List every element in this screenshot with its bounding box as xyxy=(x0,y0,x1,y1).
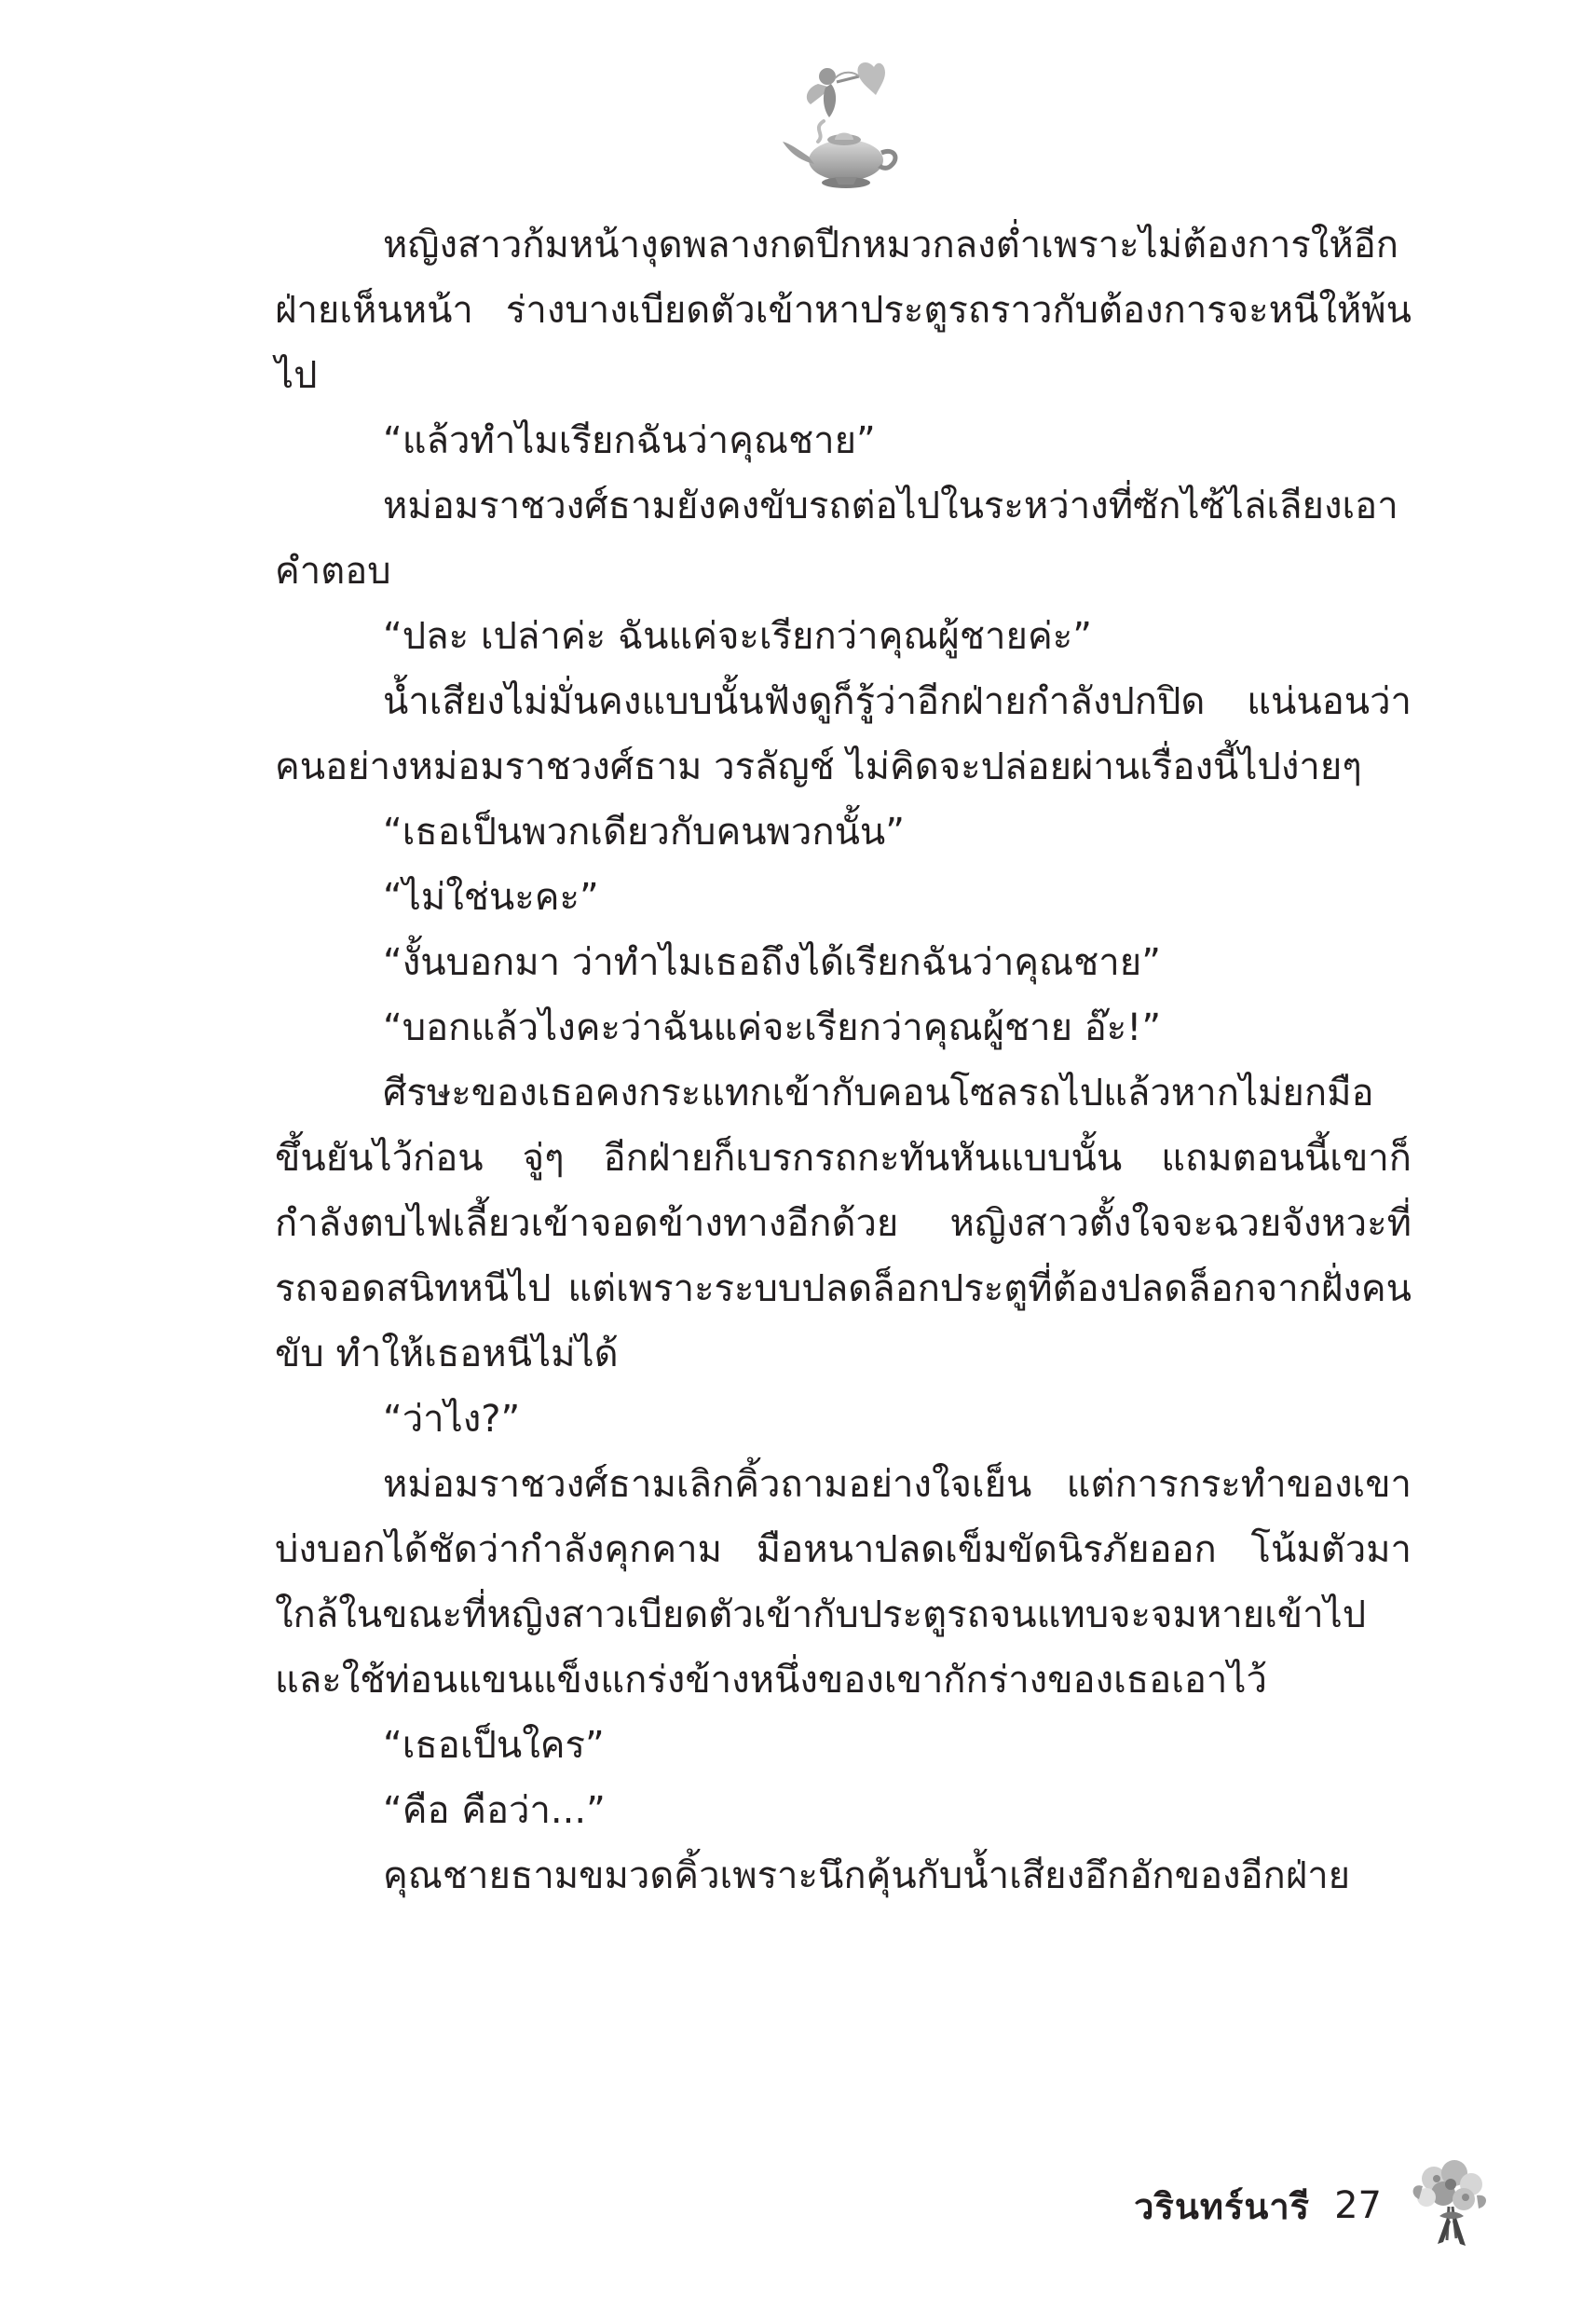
paragraph: “เธอเป็นใคร” xyxy=(383,1724,605,1767)
paragraph: “แล้วทำไมเรียกฉันว่าคุณชาย” xyxy=(383,419,876,462)
chapter-body-text xyxy=(275,212,1412,1908)
paragraph: “เธอเป็นพวกเดียวกับคนพวกนั้น” xyxy=(383,811,905,854)
book-title: วรินทร์นารี xyxy=(1134,2185,1311,2227)
paragraph: “ไม่ใช่นะคะ” xyxy=(383,876,599,919)
genie-lamp-with-cupid-icon xyxy=(770,56,909,196)
paragraph: หม่อมราชวงศ์ธามยังคงขับรถต่อไปในระหว่างที่ซักไซ้ไล่เลียงเอาคำตอบ xyxy=(275,485,1398,593)
paragraph: หญิงสาวก้มหน้างุดพลางกดปีกหมวกลงต่ำเพราะไม่ต้องการให้อีกฝ่ายเห็นหน้า ร่างบางเบียดตัวเข้าหาประตูรถราวกับต้องการจะหนีให้พ้นไป xyxy=(275,224,1412,397)
paragraph: “งั้นบอกมา ว่าทำไมเธอถึงได้เรียกฉันว่าคุณชาย” xyxy=(383,941,1161,984)
flower-bouquet-icon xyxy=(1406,2154,1492,2257)
paragraph: “บอกแล้วไงคะว่าฉันแค่จะเรียกว่าคุณผู้ชาย อ๊ะ!” xyxy=(383,1006,1162,1049)
paragraph: “ว่าไง?” xyxy=(383,1398,521,1441)
paragraph: น้ำเสียงไม่มั่นคงแบบนั้นฟังดูก็รู้ว่าอีกฝ่ายกำลังปกปิด แน่นอนว่าคนอย่างหม่อมราชวงศ์ธาม วรลัญช์ ไม่คิดจะปล่อยผ่านเรื่องนี้ไปง่ายๆ xyxy=(275,680,1412,788)
page-footer xyxy=(1134,2154,1492,2257)
paragraph: “ปละ เปล่าค่ะ ฉันแค่จะเรียกว่าคุณผู้ชายค่ะ” xyxy=(383,615,1092,658)
paragraph: หม่อมราชวงศ์ธามเลิกคิ้วถามอย่างใจเย็น แต่การกระทำของเขาบ่งบอกได้ชัดว่ากำลังคุกคาม มือหนาปลดเข็มขัดนิรภัยออก โน้มตัวมาใกล้ในขณะที่หญิงสาวเบียดตัวเข้ากับประตูรถจนแทบจะจมหายเข้าไปและใช้ท่อนแขนแข็งแกร่งข้างหนึ่งของเขากักร่างของเธอเอาไว้ xyxy=(275,1463,1412,1702)
page-number: 27 xyxy=(1334,2184,1382,2227)
paragraph: “คือ คือว่า...” xyxy=(383,1789,606,1832)
paragraph: คุณชายธามขมวดคิ้วเพราะนึกคุ้นกับน้ำเสียงอึกอักของอีกฝ่าย xyxy=(383,1854,1351,1897)
paragraph: ศีรษะของเธอคงกระแทกเข้ากับคอนโซลรถไปแล้วหากไม่ยกมือขึ้นยันไว้ก่อน จู่ๆ อีกฝ่ายก็เบรกรถกะทันหันแบบนั้น แถมตอนนี้เขาก็กำลังตบไฟเลี้ยวเข้าจอดข้างทางอีกด้วย หญิงสาวตั้งใจจะฉวยจังหวะที่รถจอดสนิทหนีไป แต่เพราะระบบปลดล็อกประตูที่ต้องปลดล็อกจากฝั่งคนขับ ทำให้เธอหนีไม่ได้ xyxy=(275,1072,1412,1375)
